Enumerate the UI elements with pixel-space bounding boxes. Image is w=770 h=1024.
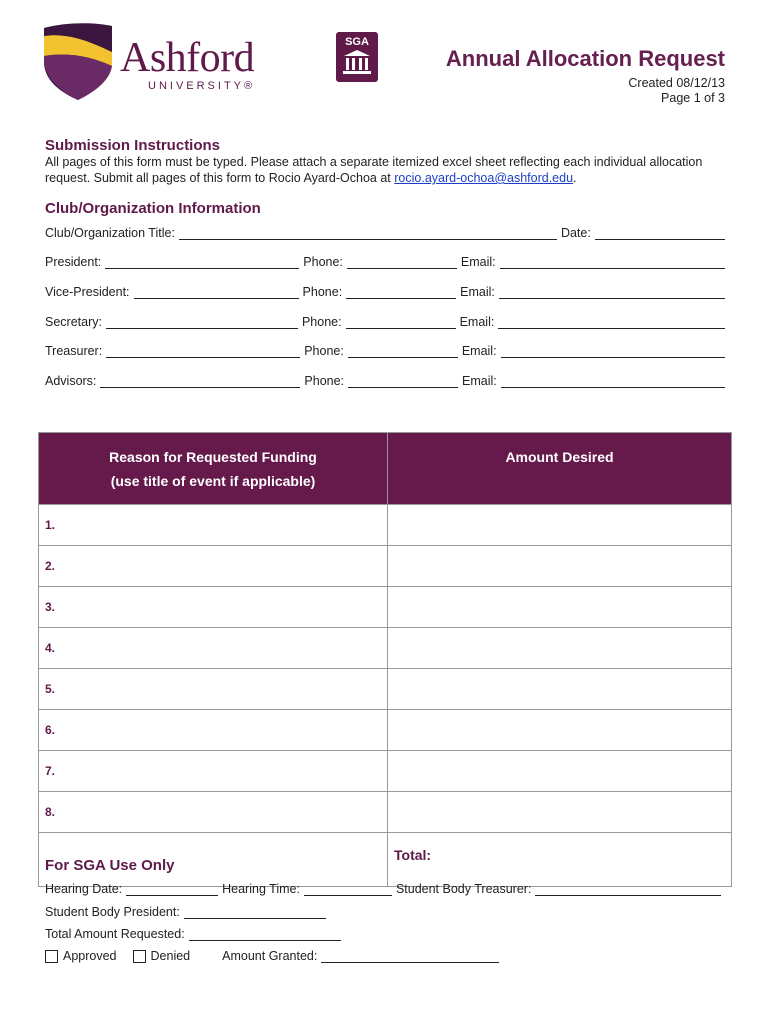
logo-subtitle: UNIVERSITY® [148, 80, 256, 92]
approved-checkbox[interactable] [45, 950, 58, 963]
amount-cell[interactable] [388, 669, 732, 710]
date-label: Date: [560, 226, 591, 240]
role-label: President: [45, 255, 102, 269]
reason-cell[interactable]: 8. [39, 792, 388, 833]
email-field[interactable] [499, 286, 725, 299]
created-date: Created 08/12/13 [628, 76, 725, 90]
hearing-time-field[interactable] [304, 883, 392, 896]
email-field[interactable] [501, 375, 725, 388]
instructions-text [45, 154, 725, 186]
amount-cell[interactable] [388, 587, 732, 628]
decision-row [45, 949, 503, 963]
reason-cell[interactable]: 4. [39, 628, 388, 669]
email-label: Email: [459, 315, 495, 329]
total-cell[interactable] [388, 833, 732, 887]
reason-cell[interactable]: 3. [39, 587, 388, 628]
email-label: Email: [461, 344, 497, 358]
email-field[interactable] [500, 256, 725, 269]
treasurer-label: Student Body Treasurer: [395, 882, 532, 896]
amount-cell[interactable] [388, 628, 732, 669]
phone-field[interactable] [346, 316, 456, 329]
phone-label: Phone: [303, 255, 343, 269]
reason-column-header [39, 433, 388, 505]
email-field[interactable] [498, 316, 725, 329]
phone-field[interactable] [348, 345, 458, 358]
amount-granted-label: Amount Granted: [222, 949, 318, 963]
club-title-row [45, 226, 725, 240]
phone-field[interactable] [348, 375, 458, 388]
club-heading: Club/Organization Information [45, 200, 261, 217]
funding-table [38, 432, 732, 887]
total-requested-row [45, 927, 345, 941]
page-title: Annual Allocation Request [445, 46, 725, 71]
hearing-time-label: Hearing Time: [222, 882, 300, 896]
table-row [39, 669, 732, 710]
sga-badge [336, 32, 378, 82]
officer-row-advisors [45, 374, 725, 388]
reason-cell[interactable]: 1. [39, 505, 388, 546]
table-row [39, 751, 732, 792]
amount-cell[interactable] [388, 751, 732, 792]
name-field[interactable] [106, 345, 300, 358]
phone-field[interactable] [347, 256, 457, 269]
phone-field[interactable] [346, 286, 456, 299]
hearing-date-label: Hearing Date: [45, 882, 123, 896]
phone-label: Phone: [304, 374, 345, 388]
table-row [39, 710, 732, 751]
president-label: Student Body President: [45, 905, 180, 919]
officer-row-president [45, 255, 725, 269]
amount-cell[interactable] [388, 546, 732, 587]
reason-header-line2: (use title of event if applicable) [110, 472, 316, 489]
reason-cell[interactable]: 7. [39, 751, 388, 792]
club-title-field[interactable] [179, 227, 557, 240]
instructions-heading: Submission Instructions [45, 137, 221, 154]
phone-label: Phone: [304, 344, 344, 358]
amount-cell[interactable] [388, 505, 732, 546]
date-field[interactable] [595, 227, 725, 240]
email-label: Email: [460, 285, 495, 299]
phone-label: Phone: [302, 285, 343, 299]
building-icon [336, 48, 378, 78]
table-row [39, 505, 732, 546]
table-row [39, 792, 732, 833]
officer-row-vice-president [45, 285, 725, 299]
role-label: Advisors: [45, 374, 97, 388]
reason-cell[interactable]: 2. [39, 546, 388, 587]
reason-header-line1: Reason for Requested Funding [109, 448, 317, 465]
sga-heading: For SGA Use Only [45, 857, 175, 874]
club-title-label: Club/Organization Title: [45, 226, 175, 240]
table-row [39, 546, 732, 587]
president-field[interactable] [184, 906, 326, 919]
reason-cell[interactable]: 5. [39, 669, 388, 710]
president-row [45, 905, 330, 919]
officer-row-treasurer [45, 344, 725, 358]
approved-label: Approved [63, 949, 117, 963]
reason-cell[interactable]: 6. [39, 710, 388, 751]
hearing-date-field[interactable] [126, 883, 218, 896]
phone-label: Phone: [301, 315, 342, 329]
amount-cell[interactable] [388, 792, 732, 833]
amount-cell[interactable] [388, 710, 732, 751]
page-number: Page 1 of 3 [661, 91, 725, 105]
total-requested-field[interactable] [189, 928, 341, 941]
contact-email-link[interactable]: rocio.ayard-ochoa@ashford.edu [394, 171, 574, 185]
amount-column-header: Amount Desired [388, 433, 732, 505]
name-field[interactable] [105, 256, 299, 269]
name-field[interactable] [134, 286, 299, 299]
treasurer-field[interactable] [535, 883, 721, 896]
role-label: Vice-President: [45, 285, 130, 299]
total-label: Total: [394, 847, 432, 863]
amount-granted-field[interactable] [321, 950, 499, 963]
instructions-body: All pages of this form must be typed. Please attach a separate itemized excel sheet reflecting each individual allocation request. Submit all pages of this form to Rocio Ayard-Ochoa at [45, 155, 703, 185]
name-field[interactable] [100, 375, 300, 388]
table-row [39, 628, 732, 669]
instructions-end: . [573, 171, 577, 185]
role-label: Treasurer: [45, 344, 103, 358]
sga-badge-label: SGA [345, 36, 369, 48]
email-field[interactable] [501, 345, 725, 358]
hearing-row [45, 882, 721, 896]
officer-row-secretary [45, 315, 725, 329]
name-field[interactable] [106, 316, 298, 329]
role-label: Secretary: [45, 315, 102, 329]
logo-wordmark: Ashford [120, 35, 255, 81]
denied-label: Denied [150, 949, 191, 963]
email-label: Email: [462, 374, 497, 388]
email-label: Email: [460, 255, 496, 269]
total-requested-label: Total Amount Requested: [45, 927, 185, 941]
denied-checkbox[interactable] [133, 950, 146, 963]
table-row [39, 587, 732, 628]
funding-table-header [39, 433, 732, 505]
ashford-shield-logo [40, 22, 116, 100]
